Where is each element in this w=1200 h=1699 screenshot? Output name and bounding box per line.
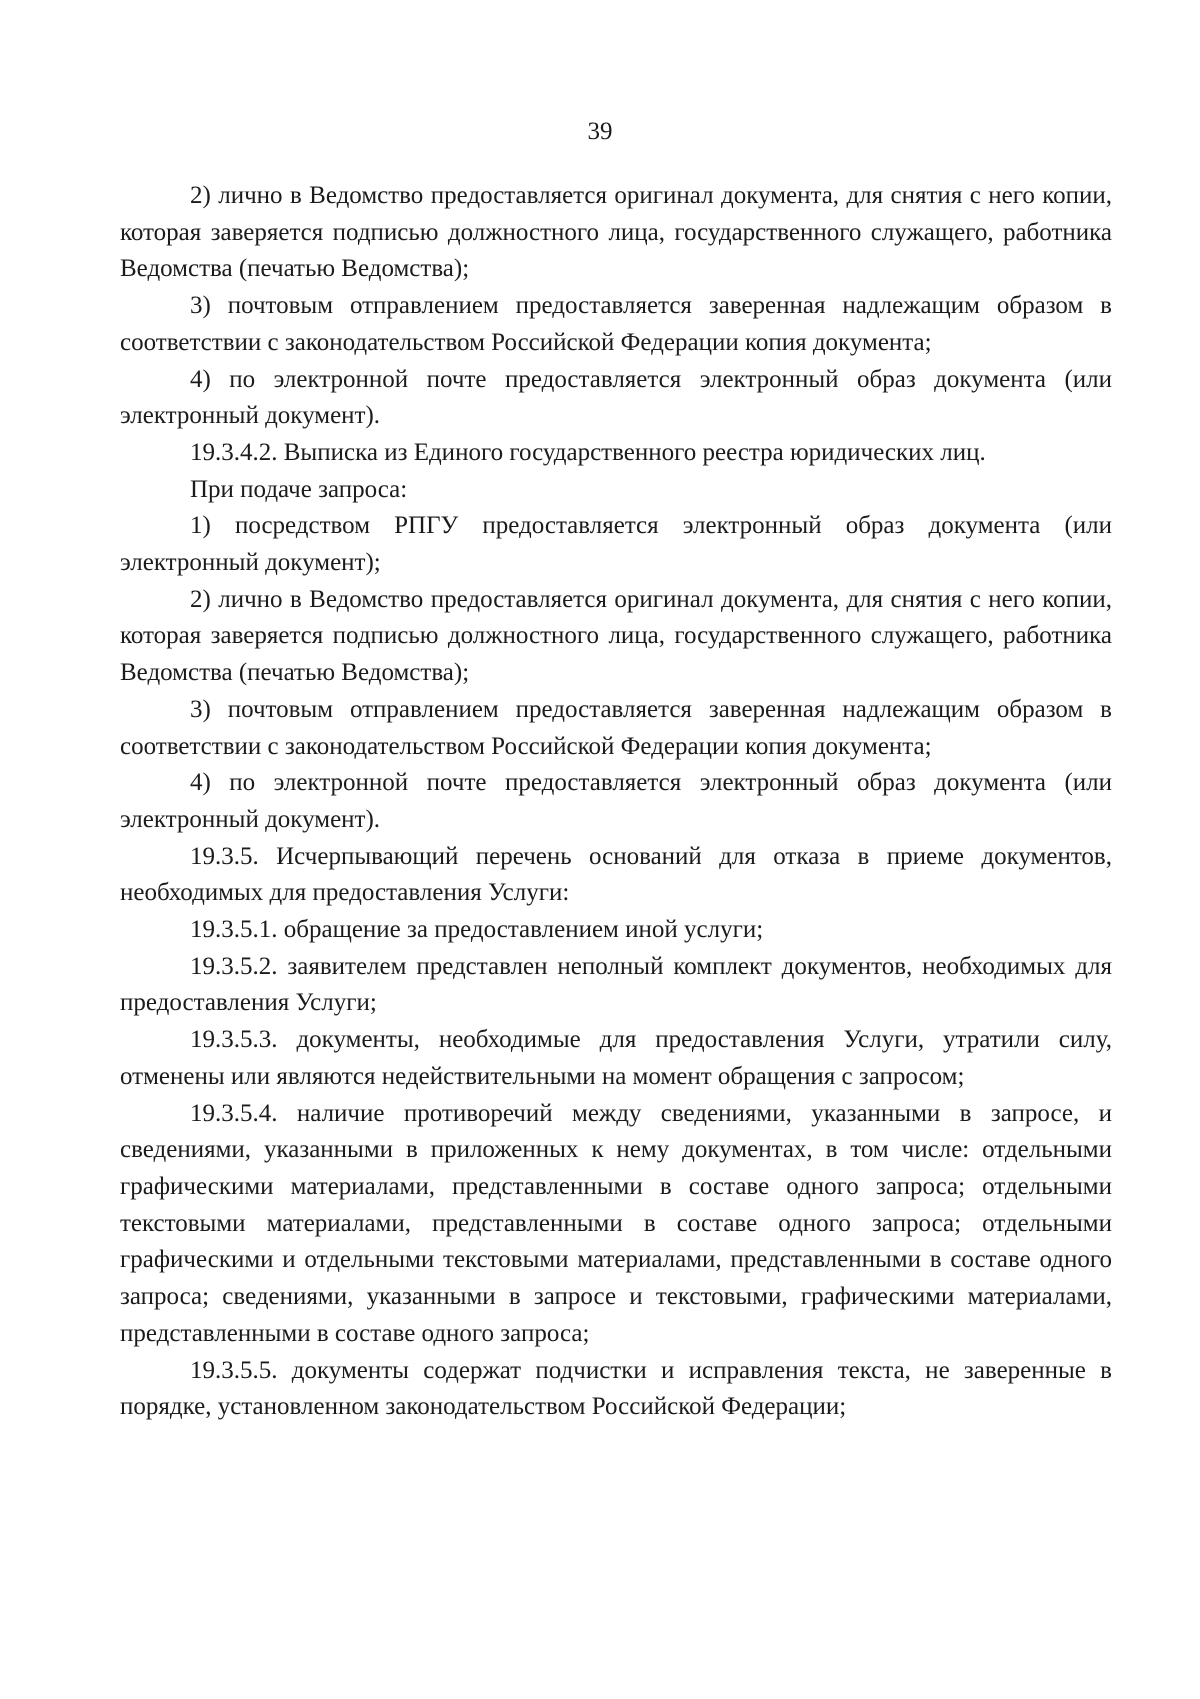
page-number: 39 xyxy=(587,118,613,145)
paragraph-email-submission-1: 4) по электронной почте предоставляется электронный образ документа (или электронный документ). xyxy=(120,365,1112,430)
document-body xyxy=(120,178,1112,1426)
paragraph-personal-submission-1: 2) лично в Ведомство предоставляется оригинал документа, для снятия с него копии, которая заверяется подписью должностного лица, государственного служащего, работника Ведомства (печатью Ведомства); xyxy=(120,182,1112,283)
paragraph-refusal-corrections: 19.3.5.5. документы содержат подчистки и исправления текста, не заверенные в порядке, установленном законодательством Российской Федерации; xyxy=(120,1356,1112,1421)
paragraph-egrul-extract: 19.3.4.2. Выписка из Единого государственного реестра юридических лиц. xyxy=(190,438,986,466)
paragraph-request-submission-intro: При подаче запроса: xyxy=(190,475,408,503)
paragraph-rpgu-submission: 1) посредством РПГУ предоставляется электронный образ документа (или электронный документ); xyxy=(120,512,1112,577)
paragraph-refusal-contradictions: 19.3.5.4. наличие противоречий между сведениями, указанными в запросе, и сведениями, указанными в приложенных к нему документах, в том числе: отдельными графическими материалами, представленными в составе одного запроса; отдельными текстовыми материалами, представленными в составе одного запроса; отдельными графическими и отдельными текстовыми материалами, представленными в составе одного запроса; сведениями, указанными в запросе и текстовыми, графическими материалами, представленными в составе одного запроса; xyxy=(120,1099,1112,1347)
paragraph-refusal-invalid-documents: 19.3.5.3. документы, необходимые для предоставления Услуги, утратили силу, отменены или являются недействительными на момент обращения с запросом; xyxy=(120,1026,1112,1090)
paragraph-refusal-other-service: 19.3.5.1. обращение за предоставлением иной услуги; xyxy=(190,916,764,944)
paragraph-email-submission-2: 4) по электронной почте предоставляется электронный образ документа (или электронный документ). xyxy=(120,769,1112,833)
paragraph-refusal-grounds-heading: 19.3.5. Исчерпывающий перечень оснований для отказа в приеме документов, необходимых для предоставления Услуги: xyxy=(120,842,1112,907)
paragraph-refusal-incomplete-set: 19.3.5.2. заявителем представлен неполный комплект документов, необходимых для предоставления Услуги; xyxy=(120,952,1112,1017)
paragraph-postal-submission-2: 3) почтовым отправлением предоставляется заверенная надлежащим образом в соответствии с законодательством Российской Федерации копия документа; xyxy=(120,695,1112,760)
paragraph-personal-submission-2: 2) лично в Ведомство предоставляется оригинал документа, для снятия с него копии, которая заверяется подписью должностного лица, государственного служащего, работника Ведомства (печатью Ведомства); xyxy=(120,585,1112,687)
paragraph-postal-submission-1: 3) почтовым отправлением предоставляется заверенная надлежащим образом в соответствии с законодательством Российской Федерации копия документа; xyxy=(120,292,1112,356)
